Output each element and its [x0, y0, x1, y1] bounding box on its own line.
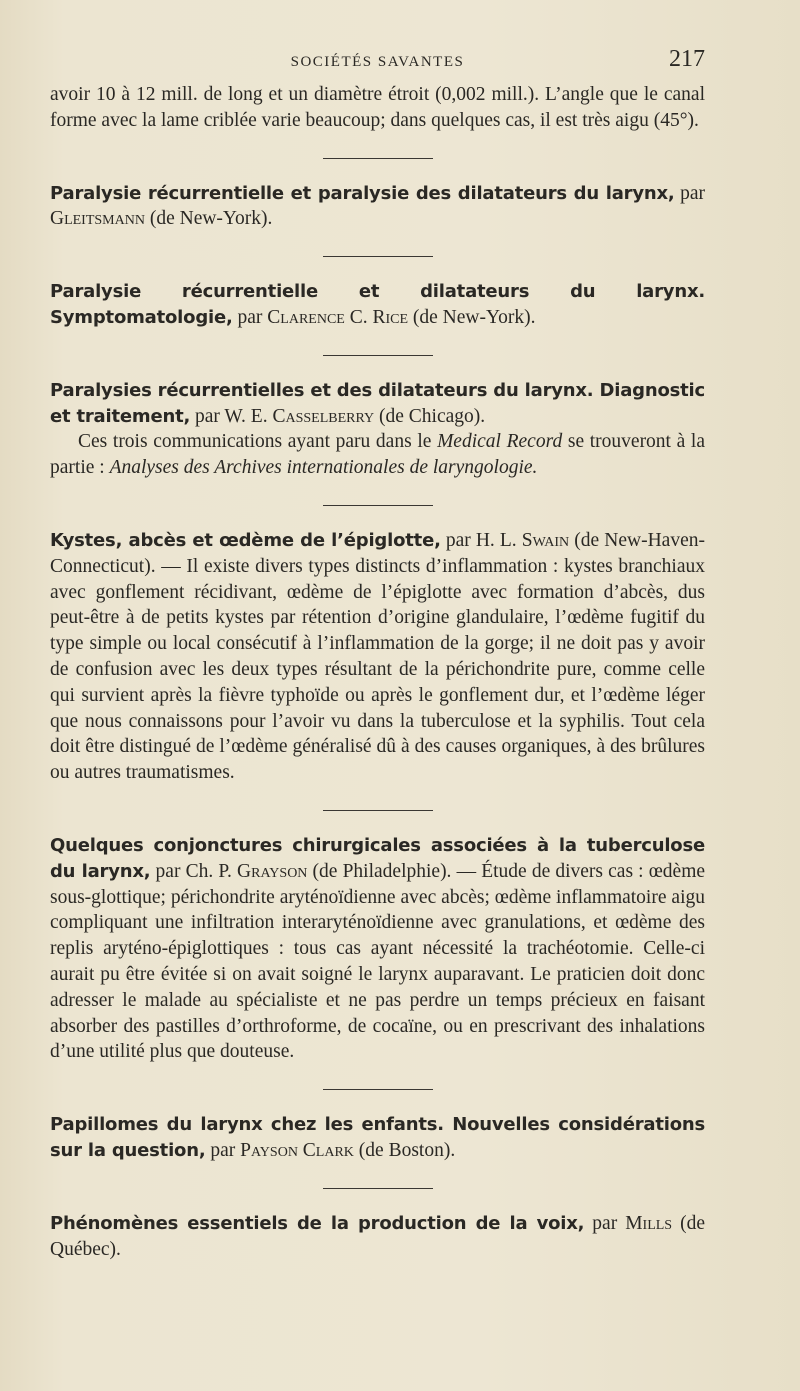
entry-author: Mills — [625, 1212, 673, 1234]
entry-title: Phénomènes essentiels de la production de la voix, — [50, 1212, 585, 1234]
entry-place: (de Québec). — [50, 1212, 705, 1260]
entry-author: Payson Clark — [240, 1139, 354, 1161]
separator-rule — [323, 505, 433, 506]
entry-body: — Étude de divers cas : œdème sous-glottique; périchondrite aryténoïdienne avec abcès; œdème inflammatoire aigu compliquant une infiltration interaryténoïdienne avec granulations, et œdème des replis aryténo-épiglottiques : tous cas ayant nécessité la trachéotomie. Celle-ci aurait pu être évitée si on avait soigné le larynx auparavant. Le praticien doit donc adresser le malade au spécialiste et ne pas perdre un temps précieux en faisant absorber des pastilles d’orthroforme, de cocaïne, ou en prescrivant des inhalations d’une utilité plus que douteuse. — [50, 860, 706, 1063]
entry-author: Casselberry — [272, 405, 375, 427]
entry-by: par W. E. — [190, 405, 273, 427]
entry-by: par — [584, 1212, 626, 1234]
entry-title: Paralysies récurrentielles et des dilatateurs du larynx. Diagnostic et traitement, — [50, 379, 705, 427]
entry-place: (de New-York). — [144, 208, 273, 230]
running-head: SOCIÉTÉS SAVANTES — [290, 54, 465, 70]
note-text: se trouveront à la partie : — [50, 431, 706, 479]
intro-paragraph: avoir 10 à 12 mill. de long et un diamètre étroit (0,002 mill.). L’angle que le canal forme avec la lame criblée varie beaucoup; dans quelques cas, il est très aigu (45°). — [50, 84, 705, 131]
note-reference: Analyses des Archives internationales de laryngologie. — [109, 457, 538, 479]
entry-kystes-epiglotte — [50, 528, 705, 786]
entry-paralysie-recurrentielle — [50, 181, 705, 233]
entry-by: par — [232, 306, 268, 328]
separator-rule — [323, 1188, 433, 1189]
entry-author: Gleitsmann — [50, 208, 145, 230]
note-journal: Medical Record — [437, 431, 563, 453]
entry-title: Papillomes du larynx chez les enfants. Nouvelles considérations sur la question, — [50, 1114, 705, 1161]
entry-place: (de Boston). — [353, 1139, 456, 1161]
entry-diagnostic — [50, 378, 705, 430]
entry-by: par H. L. — [440, 529, 522, 551]
entry-title: Kystes, abcès et œdème de l’épiglotte, — [50, 529, 441, 551]
entry-author: Clarence C. Rice — [267, 306, 409, 328]
separator-rule — [323, 1089, 433, 1090]
page-header — [50, 42, 705, 82]
entry-by: par — [205, 1139, 241, 1161]
entry-by: par — [674, 182, 705, 204]
entry-symptomatologie — [50, 279, 705, 331]
entry-author: Grayson — [237, 860, 308, 882]
separator-rule — [323, 355, 433, 356]
entry-place: (de Chicago). — [374, 405, 486, 427]
entry-papillomes — [50, 1112, 705, 1164]
entry-tuberculose — [50, 833, 705, 1065]
entry-title: Quelques conjonctures chirurgicales associées à la tuberculose du larynx, — [50, 834, 705, 882]
entry-note — [50, 429, 705, 481]
separator-rule — [323, 810, 433, 811]
entry-title: Paralysie récurrentielle et dilatateurs du larynx. Symptomatologie, — [50, 281, 705, 328]
entry-phenomenes-voix — [50, 1211, 705, 1263]
separator-rule — [323, 256, 433, 257]
entry-place: (de New-York). — [408, 306, 536, 328]
entry-by: par Ch. P. — [150, 860, 238, 882]
page-number: 217 — [669, 46, 705, 72]
entry-place: (de Philadelphie). — [307, 860, 452, 882]
entry-place: (de New-Haven-Connecticut). — [50, 529, 705, 577]
entry-author: Swain — [521, 529, 570, 551]
entry-title: Paralysie récurrentielle et paralysie des dilatateurs du larynx, — [50, 182, 675, 204]
note-text: Ces trois communications ayant paru dans le — [78, 431, 438, 453]
separator-rule — [323, 158, 433, 159]
entry-body: — Il existe divers types distincts d’inflammation : kystes branchiaux avec gonflement récidivant, œdème de l’épiglotte avec formation d’abcès, dus peut-être à de petits kystes par rétention d’origine glandulaire, l’œdème fugitif du type simple ou local consécutif à l’inflammation de la gorge; il ne doit pas y avoir de confusion avec les deux types résultant de la périchondrite pure, comme celle qui survient après la fièvre typhoïde ou après le gonflement dur, et l’œdème léger que nous connaissons pour l’avoir vu dans la tuberculose et la syphilis. Tout cela doit être distingué de l’œdème généralisé dû à des causes organiques, à des brûlures ou autres traumatismes. — [50, 555, 705, 784]
